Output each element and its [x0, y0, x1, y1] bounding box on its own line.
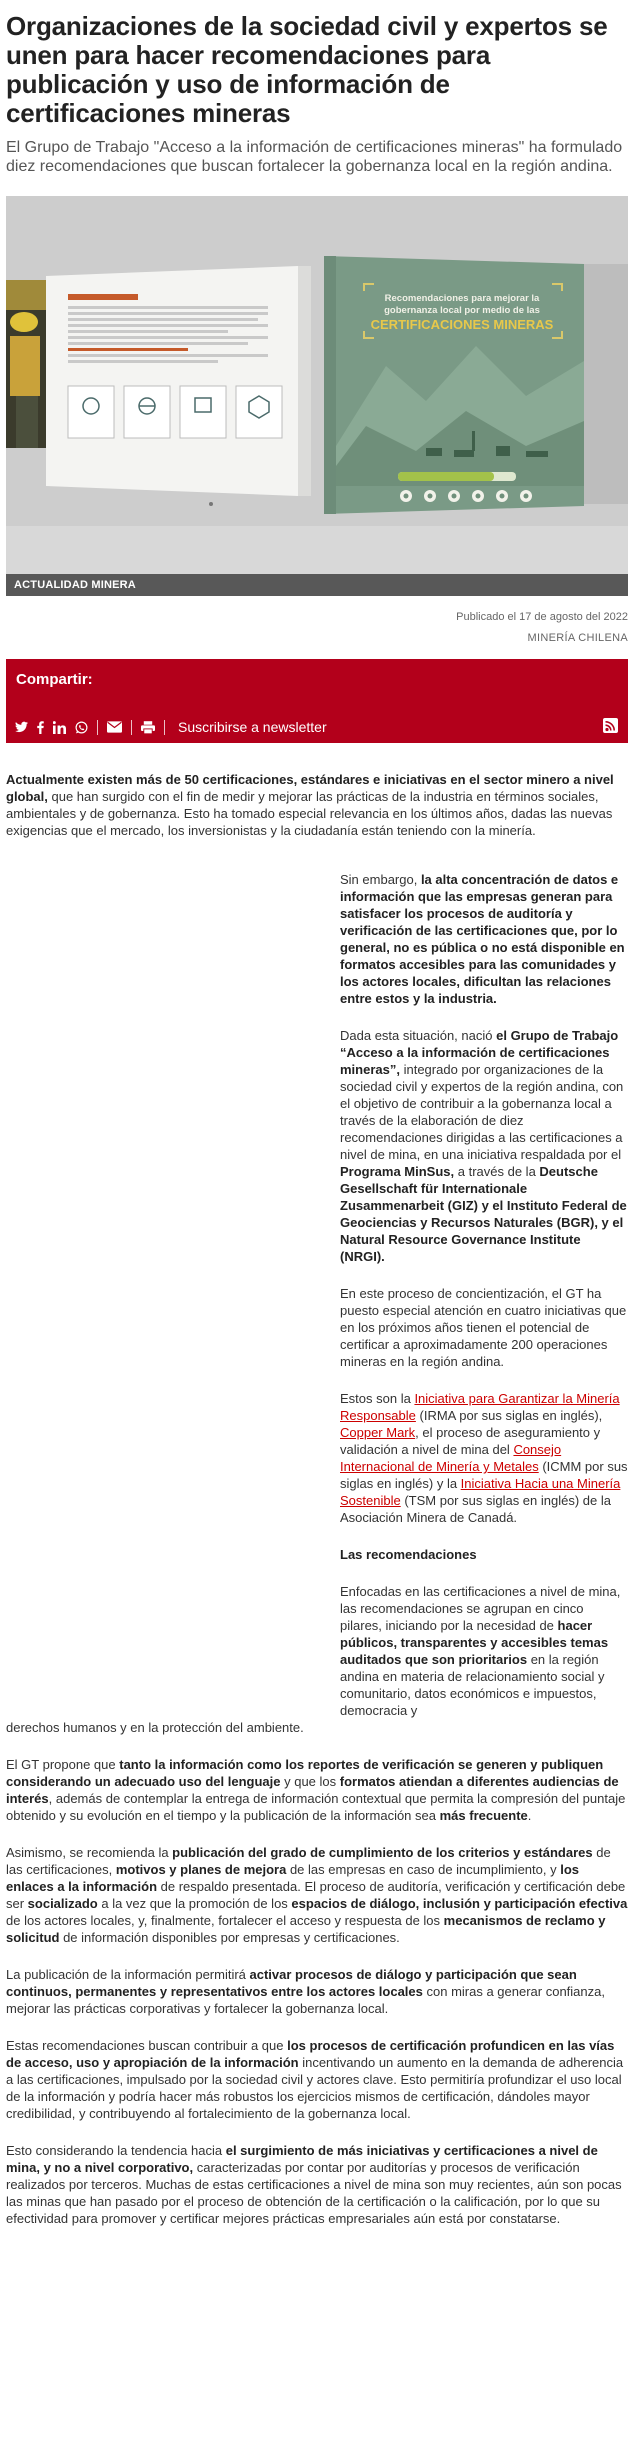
separator [131, 720, 132, 735]
rss-icon[interactable] [603, 718, 618, 733]
hero-illustration [6, 196, 628, 596]
print-icon[interactable] [141, 721, 155, 734]
body-paragraph: Asimismo, se recomienda la publicación del grado de cumplimiento de los criterios y estándares de las certificaciones, motivos y planes de mejora de las empresas en caso de incumplimiento, y los enlaces a la información de respaldo presentada. El proceso de auditoría, verificación y certificación debe ser socializado a la vez que la promoción de los espacios de diálogo, inclusión y participación efectiva de los actores locales, y, finalmente, fortalecer el acceso y respuesta de los mecanismos de reclamo y solicitud de información disponibles por empresas y certificaciones. [6, 1845, 628, 1945]
article-title: Organizaciones de la sociedad civil y expertos se unen para hacer recomendaciones para publicación y uso de información de certificaciones mineras [6, 11, 608, 128]
mail-icon[interactable] [107, 721, 122, 733]
hero-caption: ACTUALIDAD MINERA [6, 574, 628, 596]
body-wide [6, 1756, 628, 2227]
newsletter-link[interactable]: Suscribirse a newsletter [178, 719, 327, 735]
body-paragraph: Estos son la Iniciativa para Garantizar la Minería Responsable (IRMA por sus siglas en inglés), Copper Mark, el proceso de aseguramiento y validación a nivel de mina del Consejo Internacional de Minería y Metales (ICMM por sus siglas en inglés) y la Iniciativa Hacia una Minería Sostenible (TSM por sus siglas en inglés) de la Asociación Minera de Canadá. [340, 1391, 628, 1525]
separator [164, 720, 165, 735]
body-paragraph: Esto considerando la tendencia hacia el surgimiento de más iniciativas y certificaciones a nivel de mina, y no a nivel corporativo, caracterizadas por contar por auditorías y procesos de verificación realizados por terceros. Muchas de estas certificaciones a nivel de mina son muy recientes, aún son pocas las minas que han pasado por el proceso de obtención de la certificación o la calificación, por lo que su efectividad para promover y certificar mejores prácticas empresariales aún está por constatarse. [6, 2143, 622, 2226]
share-bar [6, 659, 628, 743]
publish-date: Publicado el 17 de agosto del 2022 [456, 611, 628, 623]
article-body [6, 771, 628, 2227]
body-paragraph: Enfocadas en las certificaciones a nivel de mina, las recomendaciones se agrupan en cinco pilares, iniciando por la necesidad de hacer públicos, transparentes y accesibles temas auditados que son prioritarios en la región andina en materia de relacionamiento social y comunitario, datos económicos e impuestos, democracia y [340, 1584, 621, 1718]
whatsapp-icon[interactable] [75, 721, 88, 734]
svg-text:CERTIFICACIONES MINERAS: CERTIFICACIONES MINERAS [370, 317, 554, 332]
hero-image[interactable] [6, 196, 628, 596]
article-source: MINERÍA CHILENA [527, 632, 628, 644]
section-heading: Las recomendaciones [340, 1547, 477, 1562]
facebook-icon[interactable] [37, 721, 44, 734]
body-paragraph: Sin embargo, la alta concentración de datos e información que las empresas generan para satisfacer los procesos de auditoría y verificación de las certificaciones que, por lo general, no es pública o no está disponible en formatos accesibles para las comunidades y los actores locales, dificultan las relaciones entre estos y la industria. [340, 872, 625, 1006]
body-paragraph: Dada esta situación, nació el Grupo de Trabajo “Acceso a la información de certificaciones mineras”, integrado por organizaciones de la sociedad civil y expertos de la región andina, con el objetivo de contribuir a la gobernanza local a través de la elaboración de diez recomendaciones dirigidas a las certificaciones a nivel de mina, en una iniciativa respaldada por el Programa MinSus, a través de la Deutsche Gesellschaft für Internationale Zusammenarbeit (GIZ) y el Instituto Federal de Geociencias y Recursos Naturales (BGR), y el Natural Resource Governance Institute (NRGI). [340, 1028, 627, 1264]
link-tsm[interactable]: Iniciativa Hacia una Minería Sostenible [340, 1476, 621, 1508]
body-column [340, 871, 628, 1719]
share-title: Compartir: [16, 671, 93, 688]
article-page [0, 12, 634, 2227]
body-paragraph: La publicación de la información permitirá activar procesos de diálogo y participación que sean continuos, permanentes y representativos entre los actores locales con miras a generar confianza, mejorar las prácticas corporativas y fortalecer la gobernanza local. [6, 1967, 605, 2016]
article-lead: El Grupo de Trabajo "Acceso a la información de certificaciones mineras" ha formulado diez recomendaciones que buscan fortalecer la gobernanza local en la región andina. [6, 139, 623, 175]
link-copper-mark[interactable]: Copper Mark [340, 1425, 416, 1440]
separator [97, 720, 98, 735]
linkedin-icon[interactable] [53, 721, 66, 734]
link-irma[interactable]: Iniciativa para Garantizar la Minería Responsable [340, 1391, 620, 1423]
article-meta [6, 610, 628, 645]
share-icons [15, 717, 327, 737]
body-paragraph: Estas recomendaciones buscan contribuir a que los procesos de certificación profundicen en las vías de acceso, uso y apropiación de la información incentivando un aumento en la demanda de adherencia a las certificaciones, impulsado por la sociedad civil y actores clave. Esto permitiría profundizar el uso local de la información y podría hacer más robustos los ejercicios mismos de certificación, dándoles mayor credibilidad, y contribuyendo al fortalecimiento de la gobernanza local. [6, 2038, 624, 2121]
twitter-icon[interactable] [15, 721, 28, 733]
svg-text:Recomendaciones para mejorar l: Recomendaciones para mejorar la [384, 293, 540, 304]
body-paragraph: En este proceso de concientización, el GT ha puesto especial atención en cuatro iniciativas que en los próximos años tienen el potencial de certificar a aproximadamente 200 operaciones mineras en la región andina. [340, 1286, 627, 1369]
link-icmm[interactable]: Consejo Internacional de Minería y Metales [340, 1442, 562, 1474]
svg-text:gobernanza local por medio de: gobernanza local por medio de las [384, 305, 540, 316]
body-paragraph: Actualmente existen más de 50 certificaciones, estándares e iniciativas en el sector minero a nivel global, que han surgido con el fin de medir y mejorar las prácticas de la industria en términos sociales, ambientales y de gobernanza. Esto ha tomado especial relevancia en los últimos años, dadas las nuevas exigencias que el mercado, los inversionistas y la ciudadanía están teniendo con la minería. [6, 772, 614, 838]
body-paragraph-continued: derechos humanos y en la protección del ambiente. [6, 1720, 304, 1735]
body-paragraph: El GT propone que tanto la información como los reportes de verificación se generen y publiquen considerando un adecuado uso del lenguaje y que los formatos atiendan a diferentes audiencias de interés, además de contemplar la entrega de información contextual que permita la compresión del puntaje obtenido y su evolución en el tiempo y la publicación de la información sea más frecuente. [6, 1757, 626, 1823]
